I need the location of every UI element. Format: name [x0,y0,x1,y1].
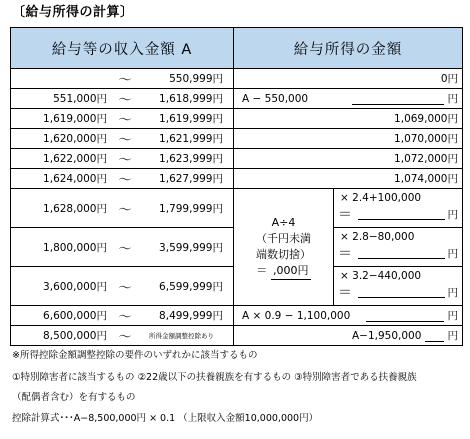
income-range [11,109,234,129]
round-note-line2: 端数切捨） [256,247,311,261]
table-row [11,129,463,149]
header-salary-income: 給与所得の金額 [234,28,463,69]
income-range [11,326,234,346]
range-low: 8,500,000円 [43,330,107,342]
note-conditions: ①特別障害者に該当するもの ②22歳以下の扶養親族を有するもの ③特別障害者である扶養親族 [12,372,417,383]
income-range [11,69,234,89]
equals-sign: ＝ [338,246,352,262]
salary-income-value: 0円 [234,69,463,89]
answer-blank [352,93,444,105]
range-low: 1,620,000円 [43,133,107,145]
range-tilde: ～ [118,173,132,188]
table-header-row [11,28,463,69]
yen-unit: 円 [447,247,458,260]
answer-blank [366,310,444,322]
income-range [11,189,234,228]
yen-unit: 円 [447,93,458,105]
range-low: 6,600,000円 [43,310,107,322]
yen-unit: 円 [447,208,458,221]
range-low: 551,000円 [53,93,107,105]
round-note-line1: （千円未満 [256,231,311,245]
income-range [11,129,234,149]
range-tilde: ～ [118,241,132,257]
formula-text: A−1,950,000 [352,329,422,342]
range-tilde: ～ [118,310,132,325]
answer-blank [358,247,445,259]
range-high: 8,499,999円 [159,310,223,322]
income-range [11,306,234,326]
table-row [11,189,463,228]
range-low: 1,628,000円 [43,202,107,215]
note-requirements: ※所得控除金額調整控除の要件のいずれかに該当するもの [12,350,258,361]
range-tilde: ～ [118,73,132,88]
range-tilde: ～ [118,133,132,148]
thousand-yen-blank: ,000円 [271,263,311,280]
table-row [11,89,463,109]
salary-income-formula [234,326,463,346]
range-high: 1,619,999円 [159,113,223,125]
formula-text: A × 0.9 − 1,100,000 [242,309,351,322]
range-low: 3,600,000円 [43,280,107,293]
income-range [11,267,234,306]
income-range [11,169,234,189]
range-low: 1,619,000円 [43,113,107,125]
formula-text: × 2.8−80,000 [340,231,415,243]
equals-sign: ＝ [338,207,352,223]
note-deduction-formula: 控除計算式･･･A−8,500,000円 × 0.1 （上限収入金額10,000,000円） [12,413,319,424]
equals-sign: ＝ [338,285,352,301]
range-high: 1,627,999円 [159,173,223,185]
salary-income-formula [234,89,463,109]
quarter-formula: A÷4 [271,215,296,229]
salary-income-value: 1,069,000円 [234,109,463,129]
salary-income-table [10,27,463,346]
range-low: 1,800,000円 [43,241,107,254]
range-high: 3,599,999円 [159,241,223,254]
income-range [11,89,234,109]
table-row [11,109,463,129]
range-high: 1,618,999円 [159,93,223,105]
salary-income-formula [334,267,463,306]
formula-text: A − 550,000 [242,92,309,105]
salary-income-value: 1,070,000円 [234,129,463,149]
equals-sign: ＝ [256,263,268,277]
table-row [11,326,463,346]
range-tilde: ～ [118,153,132,168]
note-conditions-cont: （配偶者含む）を有するもの [12,392,136,403]
salary-income-formula [334,228,463,267]
range-low: 1,622,000円 [43,153,107,165]
salary-income-formula [234,306,463,326]
table-row [11,149,463,169]
range-tilde: ～ [118,93,132,108]
salary-income-formula [334,189,463,228]
salary-income-value: 1,072,000円 [234,149,463,169]
income-range [11,228,234,267]
salary-income-value: 1,074,000円 [234,169,463,189]
range-low: 1,624,000円 [43,173,107,185]
range-high: 1,799,999円 [159,202,223,215]
range-tilde: ～ [118,330,132,345]
quarter-calc-cell [234,189,334,306]
income-range [11,149,234,169]
adjustment-deduction-note: 所得金額調整控除あり [149,332,214,340]
quarter-result [238,263,329,280]
formula-text: × 2.4+100,000 [340,192,422,204]
range-tilde: ～ [118,280,132,296]
yen-unit: 円 [447,286,458,299]
header-income-amount: 給与等の収入金額 A [11,28,234,69]
range-high: 550,999円 [169,73,223,85]
answer-blank [358,286,445,298]
formula-text: × 3.2−440,000 [340,270,422,282]
range-tilde: ～ [118,113,132,128]
section-heading: 〔給与所得の計算〕 [12,5,134,20]
yen-unit: 円 [447,330,458,342]
range-high: 6,599,999円 [159,280,223,293]
answer-blank [425,330,443,342]
range-high: 1,621,999円 [159,133,223,145]
answer-blank [358,208,445,220]
table-row [11,306,463,326]
range-high: 1,623,999円 [159,153,223,165]
yen-unit: 円 [447,310,458,322]
table-row [11,169,463,189]
table-row [11,69,463,89]
range-tilde: ～ [118,202,132,218]
